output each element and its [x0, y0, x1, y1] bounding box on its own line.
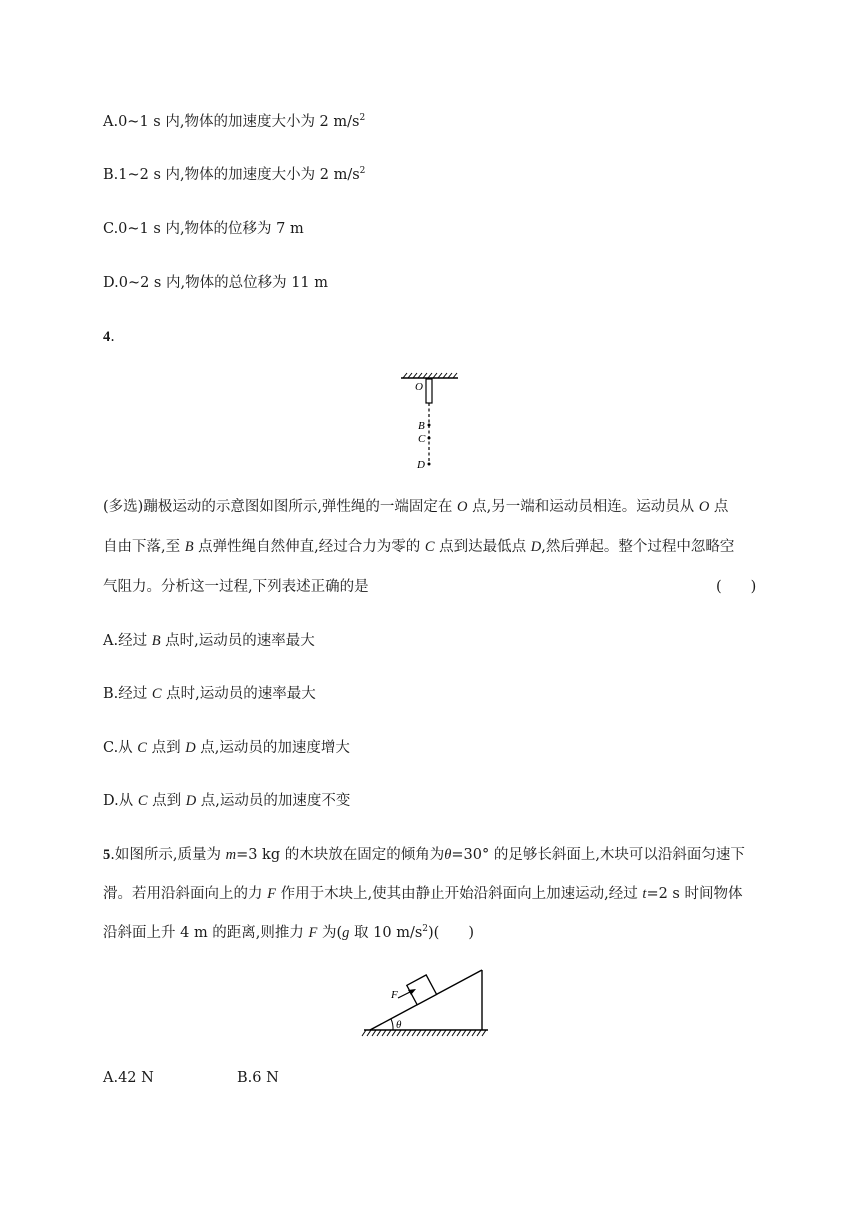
- q5-stem-line1: 5.如图所示,质量为 m=3 kg 的木块放在固定的倾角为θ=30° 的足够长斜面上,木块可以沿斜面匀速下: [103, 847, 745, 863]
- q3-option-b: B.1~2 s 内,物体的加速度大小为 2 $m/s^2$: [103, 166, 366, 183]
- q4-option-c: C.从 C 点到 D 点,运动员的加速度增大: [103, 740, 350, 756]
- q4-stem-line2: 自由下落,至 B 点弹性绳自然伸直,经过合力为零的 C 点到达最低点 D,然后弹起。整个过程中忽略空: [103, 539, 735, 555]
- label-theta: θ: [396, 1019, 402, 1031]
- q3-option-c: C.0~1 s 内,物体的位移为 7 m: [103, 221, 304, 237]
- q5-stem-line2: 滑。若用沿斜面向上的力 F 作用于木块上,使其由静止开始沿斜面向上加速运动,经过 t=2 s 时间物体: [103, 886, 743, 902]
- q5-option-b: B.6 N: [237, 1070, 279, 1086]
- q3-option-d: D.0~2 s 内,物体的总位移为 11 m: [103, 275, 329, 291]
- label-d: D: [417, 459, 425, 471]
- q4-number: 4.: [103, 329, 115, 345]
- q4-stem-line1: (多选)蹦极运动的示意图如图所示,弹性绳的一端固定在 O 点,另一端和运动员相连。运动员从 O 点: [103, 499, 729, 515]
- q5-option-a: A.42 N: [103, 1070, 154, 1086]
- q3-option-a: A.0~1 s 内,物体的加速度大小为 2 $m/s^2$: [103, 113, 366, 130]
- q5-stem-line3: 沿斜面上升 4 m 的距离,则推力 F 为(g 取 10 $m/s^2$)( ): [103, 924, 474, 941]
- q4-answer-paren: ( ): [716, 579, 757, 595]
- label-b: B: [418, 420, 425, 432]
- q4-option-d: D.从 C 点到 D 点,运动员的加速度不变: [103, 793, 351, 809]
- q4-option-b: B.经过 C 点时,运动员的速率最大: [103, 686, 316, 702]
- q4-stem-line3: 气阻力。分析这一过程,下列表述正确的是: [103, 579, 369, 595]
- incline-figure: [360, 962, 495, 1044]
- q4-option-a: A.经过 B 点时,运动员的速率最大: [103, 633, 315, 649]
- label-o: O: [415, 381, 423, 393]
- label-f: F: [391, 989, 398, 1001]
- label-c: C: [418, 433, 426, 445]
- bungee-figure: [395, 370, 465, 475]
